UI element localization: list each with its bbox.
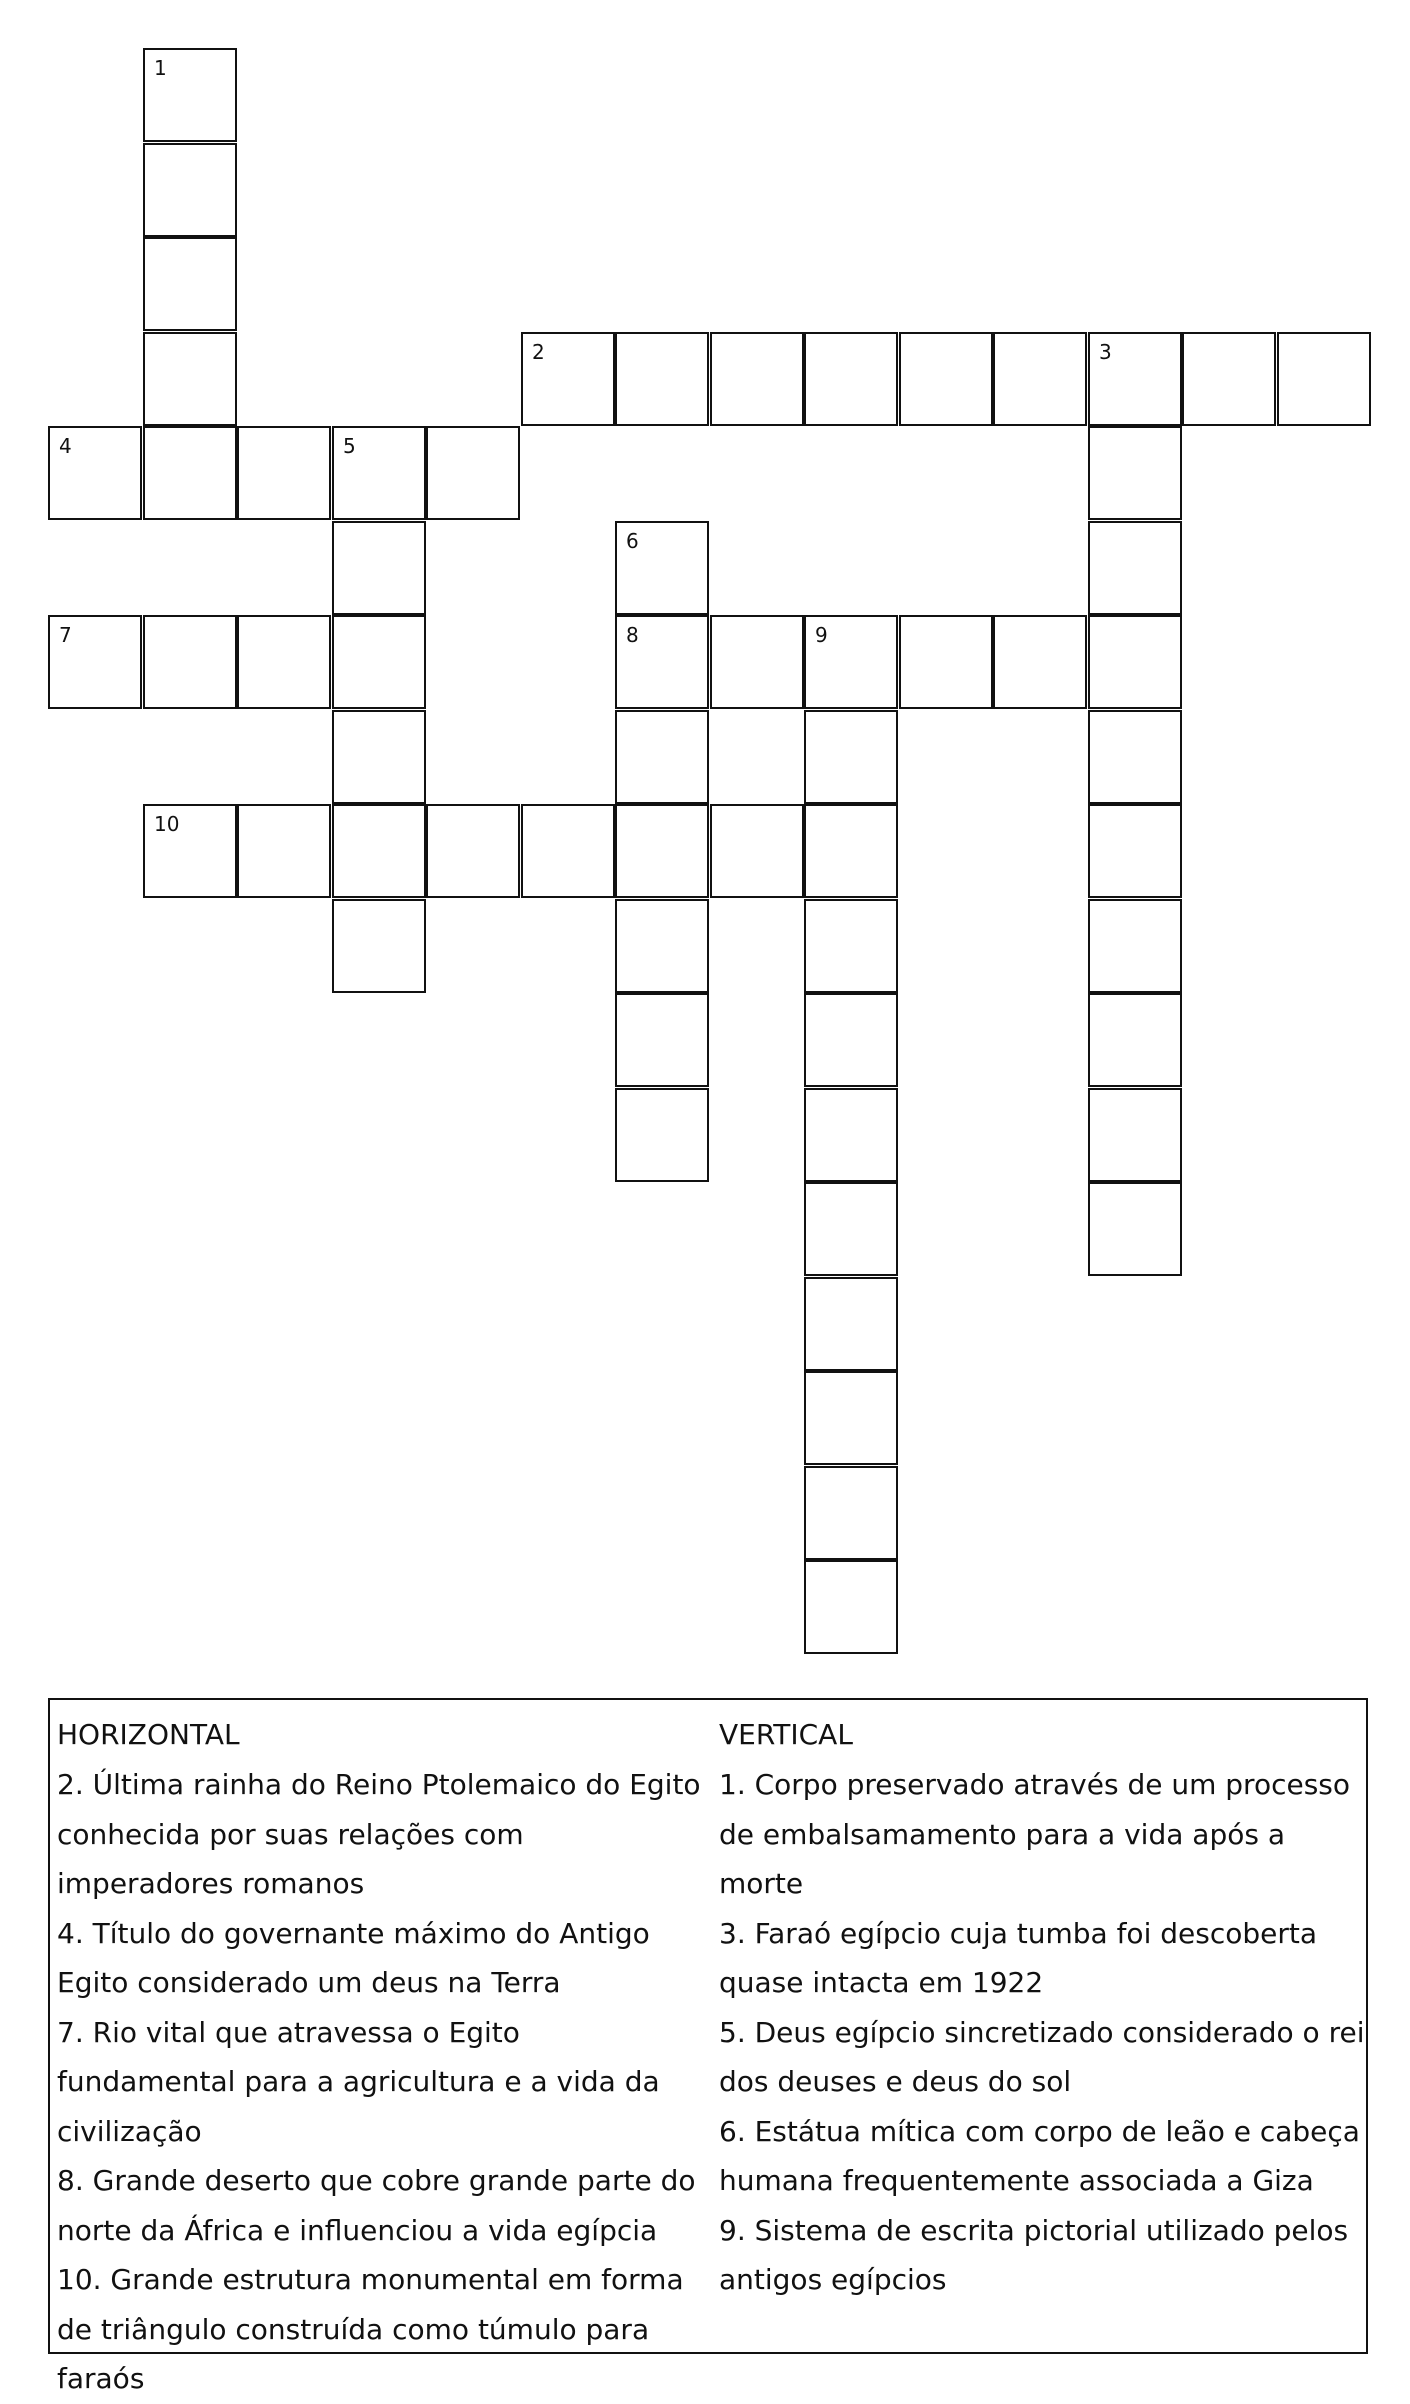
grid-cell[interactable] bbox=[804, 899, 898, 993]
clue-number: 5 bbox=[343, 434, 356, 458]
horizontal-heading: HORIZONTAL bbox=[57, 1718, 240, 1751]
grid-cell[interactable] bbox=[1088, 899, 1182, 993]
vertical-clues bbox=[719, 1710, 1369, 2305]
clue-across-2: 2. Última rainha do Reino Ptolemaico do Egito conhecida por suas relações com imperadores romanos bbox=[57, 1768, 701, 1900]
grid-cell[interactable] bbox=[332, 804, 426, 898]
grid-cell[interactable] bbox=[804, 615, 898, 709]
clues-box bbox=[48, 1698, 1368, 2395]
grid-cell[interactable] bbox=[615, 521, 709, 615]
grid-cell[interactable] bbox=[899, 615, 993, 709]
grid-cell[interactable] bbox=[804, 804, 898, 898]
grid-cell[interactable] bbox=[993, 332, 1087, 426]
clue-number: 10 bbox=[154, 812, 180, 836]
clue-across-10: 10. Grande estrutura monumental em forma de triângulo construída como túmulo para faraós bbox=[57, 2263, 684, 2395]
grid-cell[interactable] bbox=[1088, 804, 1182, 898]
clue-number: 7 bbox=[59, 623, 72, 647]
grid-cell[interactable] bbox=[332, 615, 426, 709]
grid-cell[interactable] bbox=[804, 710, 898, 804]
grid-cell[interactable] bbox=[143, 615, 237, 709]
grid-cell[interactable] bbox=[237, 615, 331, 709]
grid-cell[interactable] bbox=[237, 426, 331, 520]
grid-cell[interactable] bbox=[615, 615, 709, 709]
clue-number: 6 bbox=[626, 529, 639, 553]
grid-cell[interactable] bbox=[426, 804, 520, 898]
clue-number: 2 bbox=[532, 340, 545, 364]
grid-cell[interactable] bbox=[521, 332, 615, 426]
grid-cell[interactable] bbox=[710, 804, 804, 898]
grid-cell[interactable] bbox=[1088, 426, 1182, 520]
grid-cell[interactable] bbox=[143, 332, 237, 426]
grid-cell[interactable] bbox=[615, 804, 709, 898]
grid-cell[interactable] bbox=[804, 993, 898, 1087]
grid-cell[interactable] bbox=[615, 710, 709, 804]
grid-cell[interactable] bbox=[143, 143, 237, 237]
grid-cell[interactable] bbox=[710, 332, 804, 426]
grid-cell[interactable] bbox=[143, 804, 237, 898]
grid-cell[interactable] bbox=[804, 1466, 898, 1560]
clue-down-6: 6. Estátua mítica com corpo de leão e cabeça humana frequentemente associada a Giza bbox=[719, 2114, 1360, 2197]
grid-cell[interactable] bbox=[1088, 521, 1182, 615]
clue-down-5: 5. Deus egípcio sincretizado considerado o rei dos deuses e deus do sol bbox=[719, 2015, 1365, 2098]
grid-cell[interactable] bbox=[1277, 332, 1371, 426]
grid-cell[interactable] bbox=[1088, 710, 1182, 804]
grid-cell[interactable] bbox=[143, 426, 237, 520]
grid-cell[interactable] bbox=[1088, 615, 1182, 709]
grid-cell[interactable] bbox=[48, 426, 142, 520]
grid-cell[interactable] bbox=[615, 993, 709, 1087]
grid-cell[interactable] bbox=[1088, 1182, 1182, 1276]
horizontal-clues bbox=[57, 1710, 707, 2404]
clue-number: 8 bbox=[626, 623, 639, 647]
clue-down-1: 1. Corpo preservado através de um processo de embalsamamento para a vida após a morte bbox=[719, 1768, 1351, 1900]
clue-number: 4 bbox=[59, 434, 72, 458]
grid-cell[interactable] bbox=[804, 1560, 898, 1654]
grid-cell[interactable] bbox=[332, 426, 426, 520]
grid-cell[interactable] bbox=[710, 615, 804, 709]
grid-cell[interactable] bbox=[804, 1277, 898, 1371]
clue-number: 1 bbox=[154, 56, 167, 80]
grid-cell[interactable] bbox=[615, 1088, 709, 1182]
grid-cell[interactable] bbox=[615, 899, 709, 993]
grid-cell[interactable] bbox=[1088, 993, 1182, 1087]
clue-across-4: 4. Título do governante máximo do Antigo Egito considerado um deus na Terra bbox=[57, 1916, 650, 1999]
grid-cell[interactable] bbox=[615, 332, 709, 426]
grid-cell[interactable] bbox=[804, 1371, 898, 1465]
grid-cell[interactable] bbox=[332, 710, 426, 804]
grid-cell[interactable] bbox=[143, 237, 237, 331]
grid-cell[interactable] bbox=[237, 804, 331, 898]
clue-down-3: 3. Faraó egípcio cuja tumba foi descoberta quase intacta em 1922 bbox=[719, 1916, 1318, 1999]
clue-down-9: 9. Sistema de escrita pictorial utilizado pelos antigos egípcios bbox=[719, 2213, 1349, 2296]
clue-number: 3 bbox=[1099, 340, 1112, 364]
grid-cell[interactable] bbox=[804, 332, 898, 426]
grid-cell[interactable] bbox=[899, 332, 993, 426]
grid-cell[interactable] bbox=[48, 615, 142, 709]
grid-cell[interactable] bbox=[143, 48, 237, 142]
grid-cell[interactable] bbox=[332, 899, 426, 993]
grid-cell[interactable] bbox=[1182, 332, 1276, 426]
clue-across-8: 8. Grande deserto que cobre grande parte do norte da África e influenciou a vida egípcia bbox=[57, 2164, 696, 2247]
grid-cell[interactable] bbox=[521, 804, 615, 898]
clue-number: 9 bbox=[815, 623, 828, 647]
grid-cell[interactable] bbox=[993, 615, 1087, 709]
grid-cell[interactable] bbox=[426, 426, 520, 520]
clue-across-7: 7. Rio vital que atravessa o Egito fundamental para a agricultura e a vida da civilização bbox=[57, 2015, 660, 2148]
grid-cell[interactable] bbox=[332, 521, 426, 615]
grid-cell[interactable] bbox=[804, 1088, 898, 1182]
vertical-heading: VERTICAL bbox=[719, 1718, 853, 1751]
grid-cell[interactable] bbox=[804, 1182, 898, 1276]
grid-cell[interactable] bbox=[1088, 1088, 1182, 1182]
grid-cell[interactable] bbox=[1088, 332, 1182, 426]
